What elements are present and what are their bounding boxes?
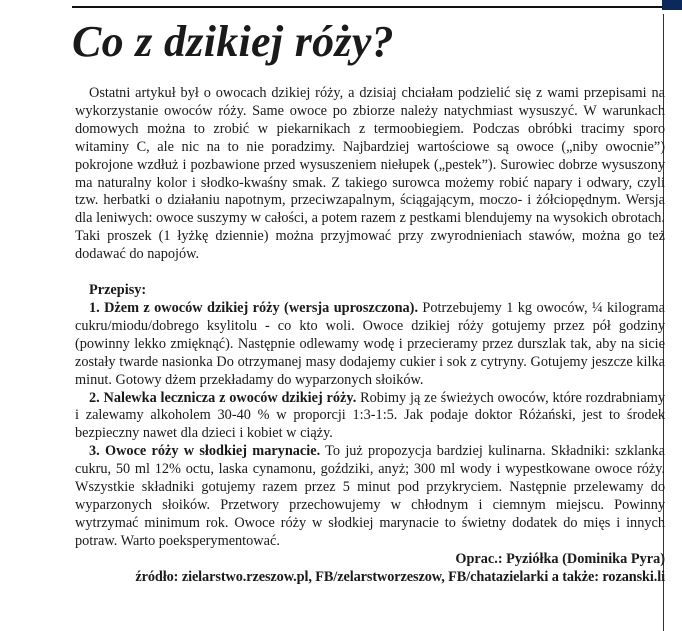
spacer	[75, 264, 665, 282]
recipe-item	[75, 443, 665, 550]
recipe-item	[75, 390, 665, 444]
recipe-text: Robimy ją ze świeżych owoców, które rozdrabniamy i zalewamy alkoholem 30-40 % w proporcji 1:3-1:5. Jak podaje doktor Różański, jest to środek bezpieczny nawet dla dzieci i kobiet w ciąży.	[75, 389, 666, 442]
recipes-heading: Przepisy:	[89, 282, 147, 299]
article-title: Co z dzikiej róży?	[72, 17, 394, 66]
source-line: źródło: zielarstwo.rzeszow.pl, FB/zelarstworzeszow, FB/chatazielarki a także: rozanski.li	[135, 568, 665, 585]
intro-paragraph: Ostatni artykuł był o owocach dzikiej róży, a dzisiaj chciałam podzielić się z wami przepisami na wykorzystanie owoców róży. Same owoce po zbiorze należy natychmiast wysuszyć. W warunkach domowych można to zrobić w piekarnikach z termoobiegiem. Podczas obróbki tracimy sporo witaminy C, ale nic na to nie poradzimy. Najbardziej wartościowe są owoce („niby owocnie”) pokrojone wzdłuż i pozbawione przed wysuszeniem niełupek („pestek”). Surowiec dobrze wysuszony ma naturalny kolor i słodko-kwaśny smak. Z takiego surowca możemy robić napary i odwary, czyli tzw. herbatki o działaniu napotnym, przeciwzapalnym, ściągającym, moczo- i żółciopędnym. Wersja dla leniwych: owoce suszymy w całości, a potem razem z pestkami blendujemy na wysokich obrotach. Taki proszek (1 łyżkę dziennie) można przyjmować przy zwyrodnieniach stawów, można go też dodawać do napojów.	[75, 85, 665, 263]
author-credit: Oprac.: Pyziółka (Dominika Pyra)	[455, 550, 665, 567]
article-body	[75, 85, 665, 586]
top-rule	[72, 6, 662, 8]
page-edge-bar	[662, 0, 682, 10]
recipe-text: To już propozycja bardziej kulinarna. Składniki: szklanka cukru, 50 ml 12% octu, laska cynamonu, goździki, anyż; 300 ml wody i wypestkowane owoce róży. Wszystkie składniki gotujemy razem przez 5 minut pod przykryciem. Następnie przelewamy do wyparzonych słoików. Przetwory przechowujemy w chłodnym i ciemnym miejscu. Powinny wytrzymać minimum rok. Owoce róży w słodkiej marynacie to świetny dodatek do mięs i innych potraw. Warto poeksperymentować.	[75, 443, 665, 549]
recipe-text: Potrzebujemy 1 kg owoców, ¼ kilograma cukru/miodu/dobrego ksylitolu - co kto woli. Owoce dzikiej róży gotujemy przez pół godziny (powinny lekko zmięknąć). Następnie odlewamy wodę i przecieramy przez durszlak tak, aby na sicie zostały twarde nasionka Do otrzymanej masy dodajemy cukier i sok z cytryny. Gotujemy jeszcze kilka minut. Gotowy dżem przekładamy do wyparzonych słoików.	[75, 299, 665, 388]
recipe-title: 3. Owoce róży w słodkiej marynacie.	[89, 443, 321, 460]
recipe-item	[75, 300, 665, 390]
recipe-title: 1. Dżem z owoców dzikiej róży (wersja uproszczona).	[89, 299, 419, 316]
recipe-title: 2. Nalewka lecznicza z owoców dzikiej róży.	[89, 389, 357, 406]
